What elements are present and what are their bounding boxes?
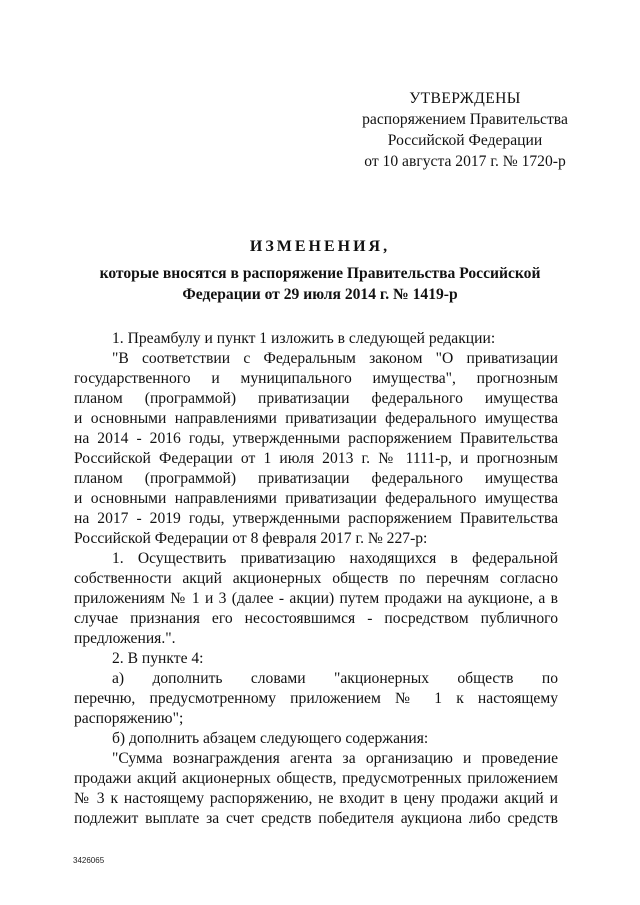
body-line: продажи акций акционерных обществ, предусмотренных приложением (74, 770, 558, 787)
document-body (74, 329, 558, 829)
body-line: распоряжению"; (74, 710, 184, 727)
body-line: и основными направлениями приватизации федерального имущества (74, 410, 558, 427)
body-line: собственности акций акционерных обществ по перечням согласно (74, 570, 558, 587)
body-line: случае признания его несостоявшимся - посредством публичного (74, 610, 558, 627)
body-line: б) дополнить абзацем следующего содержания: (112, 730, 429, 747)
body-line: перечню, предусмотренному приложением № 1 к настоящему (74, 690, 558, 707)
body-line: государственного и муниципального имущества", прогнозным (74, 370, 558, 387)
approval-block (345, 88, 585, 172)
body-line: Российской Федерации от 1 июля 2013 г. № 1111-р, и прогнозным (74, 450, 558, 467)
approval-line-4: от 10 августа 2017 г. № 1720-р (364, 153, 566, 170)
body-line: планом (программой) приватизации федерального имущества (74, 390, 558, 407)
body-line: Российской Федерации от 8 февраля 2017 г. № 227-р: (74, 530, 428, 547)
subtitle-line-1: которые вносятся в распоряжение Правительства Российской (99, 265, 541, 282)
document-title: ИЗМЕНЕНИЯ, (249, 238, 391, 255)
approval-heading: УТВЕРЖДЕНЫ (409, 90, 521, 107)
body-line: 2. В пункте 4: (112, 650, 204, 667)
body-line: планом (программой) приватизации федерального имущества (74, 470, 558, 487)
document-subtitle (0, 263, 640, 305)
approval-line-3: Российской Федерации (387, 132, 543, 149)
body-line: 1. Осуществить приватизацию находящихся в федеральной (112, 550, 558, 567)
body-line: приложениям № 1 и 3 (далее - акции) путем продажи на аукционе, а в (74, 590, 558, 607)
body-line: подлежит выплате за счет средств победителя аукциона либо средств (74, 810, 558, 827)
body-line: "В соответствии с Федеральным законом "О приватизации (112, 350, 558, 367)
subtitle-line-2: Федерации от 29 июля 2014 г. № 1419-р (182, 286, 458, 303)
body-line: 1. Преамбулу и пункт 1 изложить в следующей редакции: (112, 330, 496, 347)
document-number: 3426065 (73, 856, 105, 865)
body-line: № 3 к настоящему распоряжению, не входит в цену продажи акций и (74, 790, 558, 807)
body-line: на 2014 - 2016 годы, утвержденными распоряжением Правительства (74, 430, 558, 447)
body-line: "Сумма вознаграждения агента за организацию и проведение (112, 750, 558, 767)
body-line: предложения.". (74, 630, 176, 647)
body-line: и основными направлениями приватизации федерального имущества (74, 490, 558, 507)
body-line: на 2017 - 2019 годы, утвержденными распоряжением Правительства (74, 510, 558, 527)
body-line: а) дополнить словами "акционерных обществ по (112, 670, 558, 687)
approval-line-2: распоряжением Правительства (362, 111, 568, 128)
